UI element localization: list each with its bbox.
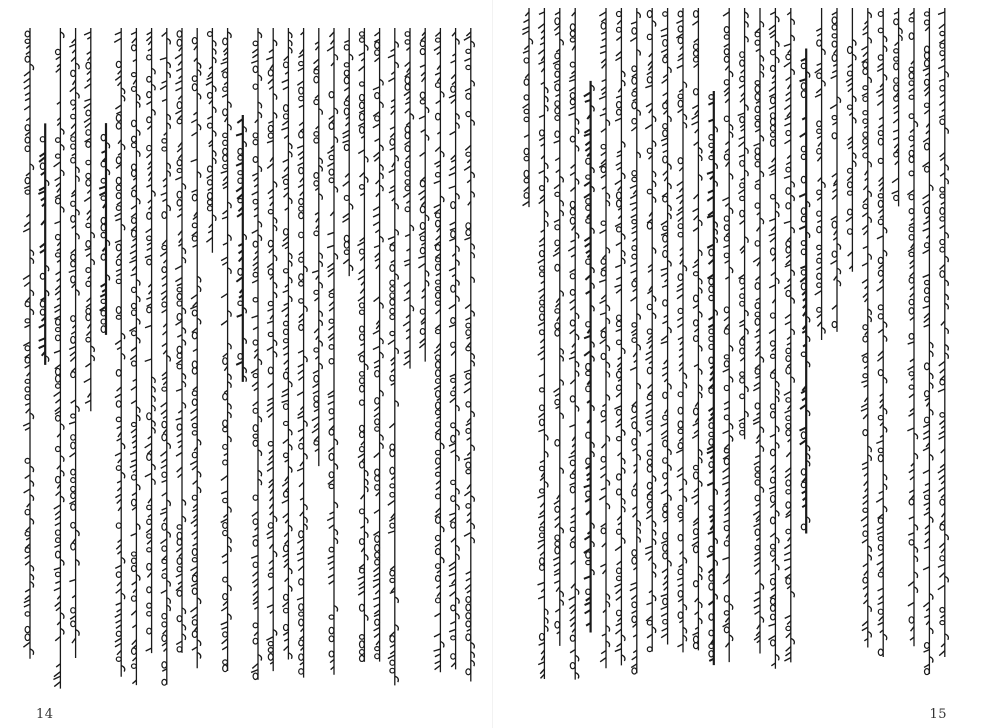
right-page <box>503 0 973 728</box>
text-column <box>645 8 656 652</box>
heading-column <box>99 123 109 335</box>
text-column <box>553 8 563 646</box>
text-column <box>434 28 444 672</box>
text-column <box>206 28 216 253</box>
text-column <box>846 8 856 272</box>
text-column <box>53 28 64 689</box>
text-column <box>84 28 95 411</box>
text-column <box>568 8 579 680</box>
heading-column <box>584 81 594 633</box>
text-column <box>614 8 624 665</box>
text-column <box>403 28 413 369</box>
text-column <box>892 8 903 206</box>
text-column <box>190 28 201 668</box>
text-column <box>251 28 261 680</box>
text-column <box>464 28 475 681</box>
text-column <box>160 28 170 685</box>
text-column <box>266 28 276 671</box>
text-column <box>221 28 232 672</box>
text-column <box>145 28 156 653</box>
text-column <box>661 8 671 644</box>
text-column <box>342 28 352 276</box>
text-column <box>876 8 887 657</box>
right-page-number: 15 <box>929 707 947 722</box>
text-column <box>722 8 733 662</box>
text-column <box>738 8 748 439</box>
text-column <box>327 28 337 675</box>
text-column <box>753 8 764 653</box>
text-column <box>129 28 140 685</box>
text-column <box>815 8 825 340</box>
text-column <box>676 8 686 652</box>
text-column <box>691 8 702 650</box>
text-column <box>938 8 949 657</box>
text-column <box>784 8 795 662</box>
text-column <box>175 28 186 653</box>
text-column <box>630 8 640 674</box>
heading-column <box>799 48 810 533</box>
text-column <box>861 8 871 647</box>
left-page <box>12 0 482 728</box>
text-column <box>388 28 399 685</box>
text-column <box>114 28 125 677</box>
text-column <box>768 8 779 669</box>
text-column <box>373 28 383 662</box>
text-column <box>907 8 917 646</box>
heading-column <box>236 115 246 382</box>
heading-column <box>707 91 717 665</box>
text-column <box>312 28 322 466</box>
text-column <box>23 28 34 659</box>
book-gutter <box>492 0 493 728</box>
text-column <box>830 8 840 332</box>
right-page-text-block <box>503 0 973 700</box>
text-column <box>357 28 368 662</box>
left-page-number: 14 <box>36 707 54 722</box>
text-column <box>537 8 547 679</box>
text-column <box>297 28 307 678</box>
text-column <box>922 8 932 675</box>
text-column <box>418 28 428 362</box>
left-page-text-block <box>12 0 482 700</box>
text-column <box>281 28 292 659</box>
text-column <box>449 28 459 669</box>
heading-column <box>38 123 48 364</box>
text-column <box>69 28 79 658</box>
text-column <box>599 8 609 668</box>
text-column <box>522 8 532 207</box>
